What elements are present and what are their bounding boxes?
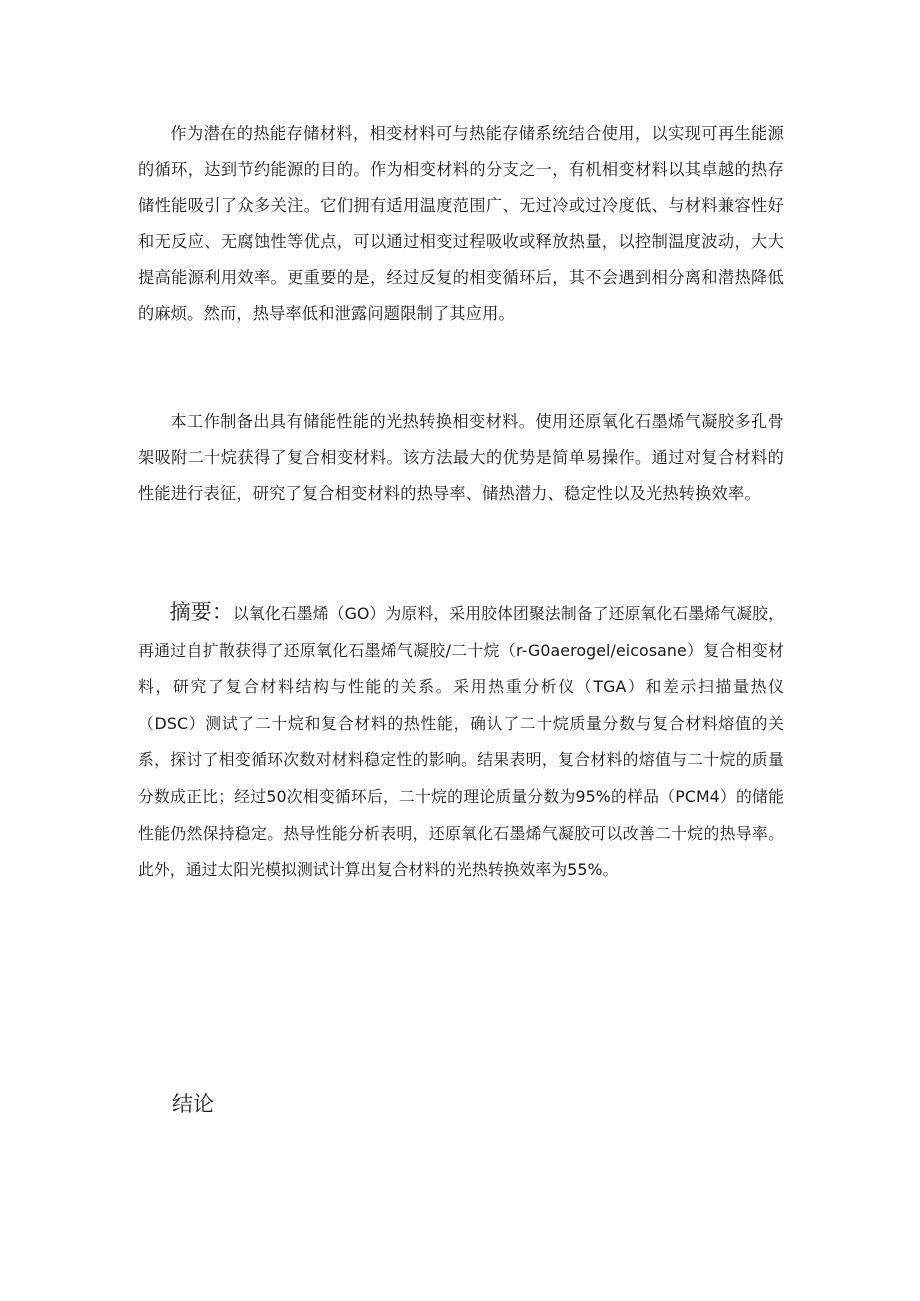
abstract-text: 以氧化石墨烯（GO）为原料，采用胶体团聚法制备了还原氧化石墨烯气凝胶，再通过自扩散获得了还原氧化石墨烯气凝胶/二十烷（r-G0aerogel/eicosane）复合相变材料，研究了复合材料结构与性能的关系。采用热重分析仪（TGA）和差示扫描量热仪（DSC）测试了二十烷和复合材料的热性能，确认了二十烷质量分数与复合材料熔值的关系，探讨了相变循环次数对材料稳定性的影响。结果表明，复合材料的熔值与二十烷的质量分数成正比；经过50次相变循环后，二十烷的理论质量分数为95%的样品（PCM4）的储能性能仍然保持稳定。热导性能分析表明，还原氧化石墨烯气凝胶可以改善二十烷的热导率。此外，通过太阳光模拟测试计算出复合材料的光热转换效率为55%。 xyxy=(138,604,784,880)
abstract-label: 摘要： xyxy=(169,600,234,624)
conclusion-heading: 结论 xyxy=(172,1092,214,1116)
abstract-paragraph xyxy=(138,594,784,889)
intro-paragraph: 作为潜在的热能存储材料，相变材料可与热能存储系统结合使用，以实现可再生能源的循环，达到节约能源的目的。作为相变材料的分支之一，有机相变材料以其卓越的热存储性能吸引了众多关注。它们拥有适用温度范围广、无过冷或过冷度低、与材料兼容性好和无反应、无腐蚀性等优点，可以通过相变过程吸收或释放热量，以控制温度波动，大大提高能源利用效率。更重要的是，经过反复的相变循环后，其不会遇到相分离和潜热降低的麻烦。然而，热导率低和泄露问题限制了其应用。 xyxy=(138,124,784,323)
work-summary-paragraph: 本工作制备出具有储能性能的光热转换相变材料。使用还原氧化石墨烯气凝胶多孔骨架吸附二十烷获得了复合相变材料。该方法最大的优势是简单易操作。通过对复合材料的性能进行表征，研究了复合相变材料的热导率、储热潜力、稳定性以及光热转换效率。 xyxy=(138,412,784,503)
